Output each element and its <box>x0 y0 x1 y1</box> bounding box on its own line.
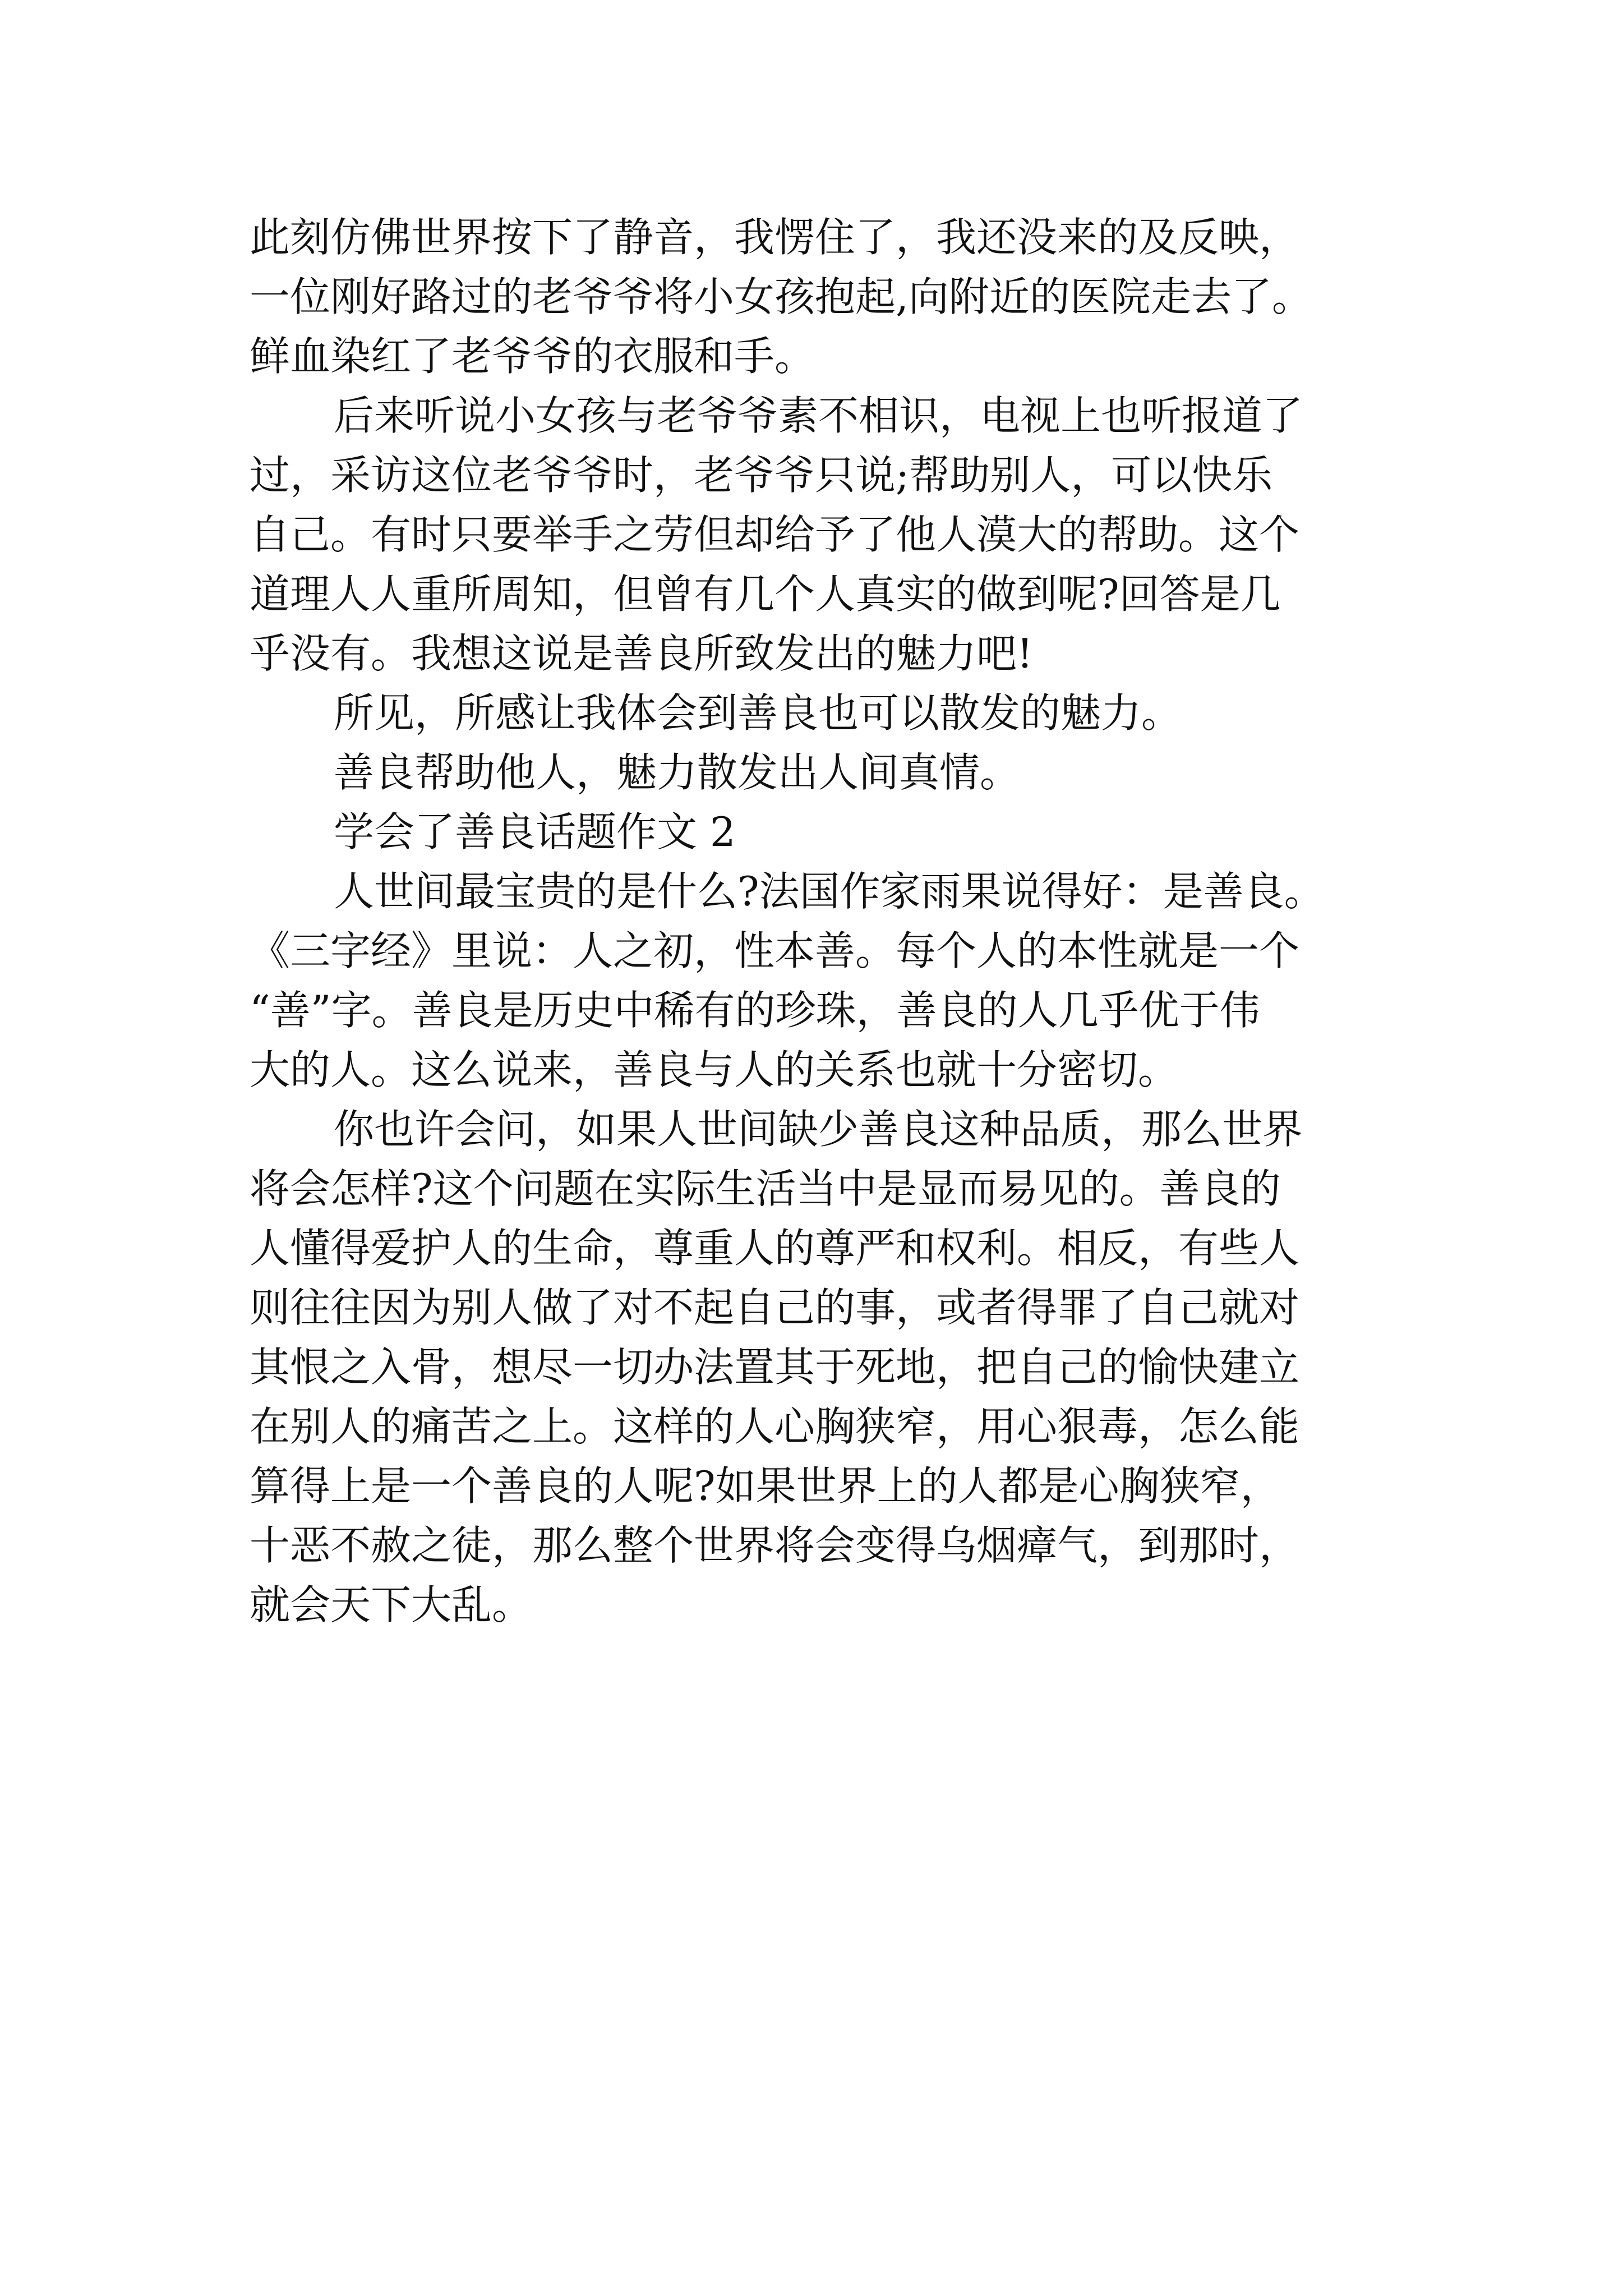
text-line: 则往往因为别人做了对不起自己的事，或者得罪了自己就对 <box>250 1284 1300 1331</box>
text-line: 道理人人重所周知，但曾有几个人真实的做到呢?回答是几 <box>250 570 1281 618</box>
text-line: 自己。有时只要举手之劳但却给予了他人漠大的帮助。这个 <box>250 511 1300 558</box>
text-line: 算得上是一个善良的人呢?如果世界上的人都是心胸狭窄， <box>250 1462 1281 1510</box>
text-line: 就会天下大乱。 <box>250 1581 533 1628</box>
text-line: 过，采访这位老爷爷时，老爷爷只说;帮助别人，可以快乐 <box>250 452 1273 499</box>
text-line: 一位刚好路过的老爷爷将小女孩抱起,向附近的医院走去了。 <box>250 273 1312 320</box>
text-line: 人世间最宝贵的是什么?法国作家雨果说得好：是善良。 <box>334 868 1325 915</box>
text-line: 《三字经》里说：人之初，性本善。每个人的本性就是一个 <box>250 927 1300 974</box>
text-line: 所见，所感让我体会到善良也可以散发的魅力。 <box>334 689 1182 737</box>
text-line: 人懂得爱护人的生命，尊重人的尊严和权利。相反，有些人 <box>250 1225 1300 1272</box>
text-line: “善”字。善良是历史中稀有的珍珠，善良的人几乎优于伟 <box>250 987 1260 1034</box>
text-line: 乎没有。我想这说是善良所致发出的魅力吧! <box>250 630 1033 677</box>
text-line: 善良帮助他人，魅力散发出人间真情。 <box>334 749 1021 796</box>
text-line: 其恨之入骨，想尽一切办法置其于死地，把自己的愉快建立 <box>250 1343 1300 1391</box>
text-line: 你也许会问，如果人世间缺少善良这种品质，那么世界 <box>334 1106 1303 1153</box>
text-line: 十恶不赦之徒，那么整个世界将会变得乌烟瘴气，到那时， <box>250 1522 1300 1569</box>
text-line: 后来听说小女孩与老爷爷素不相识，电视上也听报道了 <box>334 392 1303 439</box>
text-line: 鲜血染红了老爷爷的衣服和手。 <box>250 333 815 380</box>
text-line: 此刻仿佛世界按下了静音，我愣住了，我还没来的及反映， <box>250 214 1300 261</box>
text-line: 将会怎样?这个问题在实际生活当中是显而易见的。善良的 <box>250 1165 1281 1212</box>
text-line: 在别人的痛苦之上。这样的人心胸狭窄，用心狠毒，怎么能 <box>250 1403 1300 1450</box>
text-line: 学会了善良话题作文 2 <box>334 808 736 855</box>
text-line: 大的人。这么说来，善良与人的关系也就十分密切。 <box>250 1046 1179 1093</box>
document-body <box>250 208 1467 1635</box>
